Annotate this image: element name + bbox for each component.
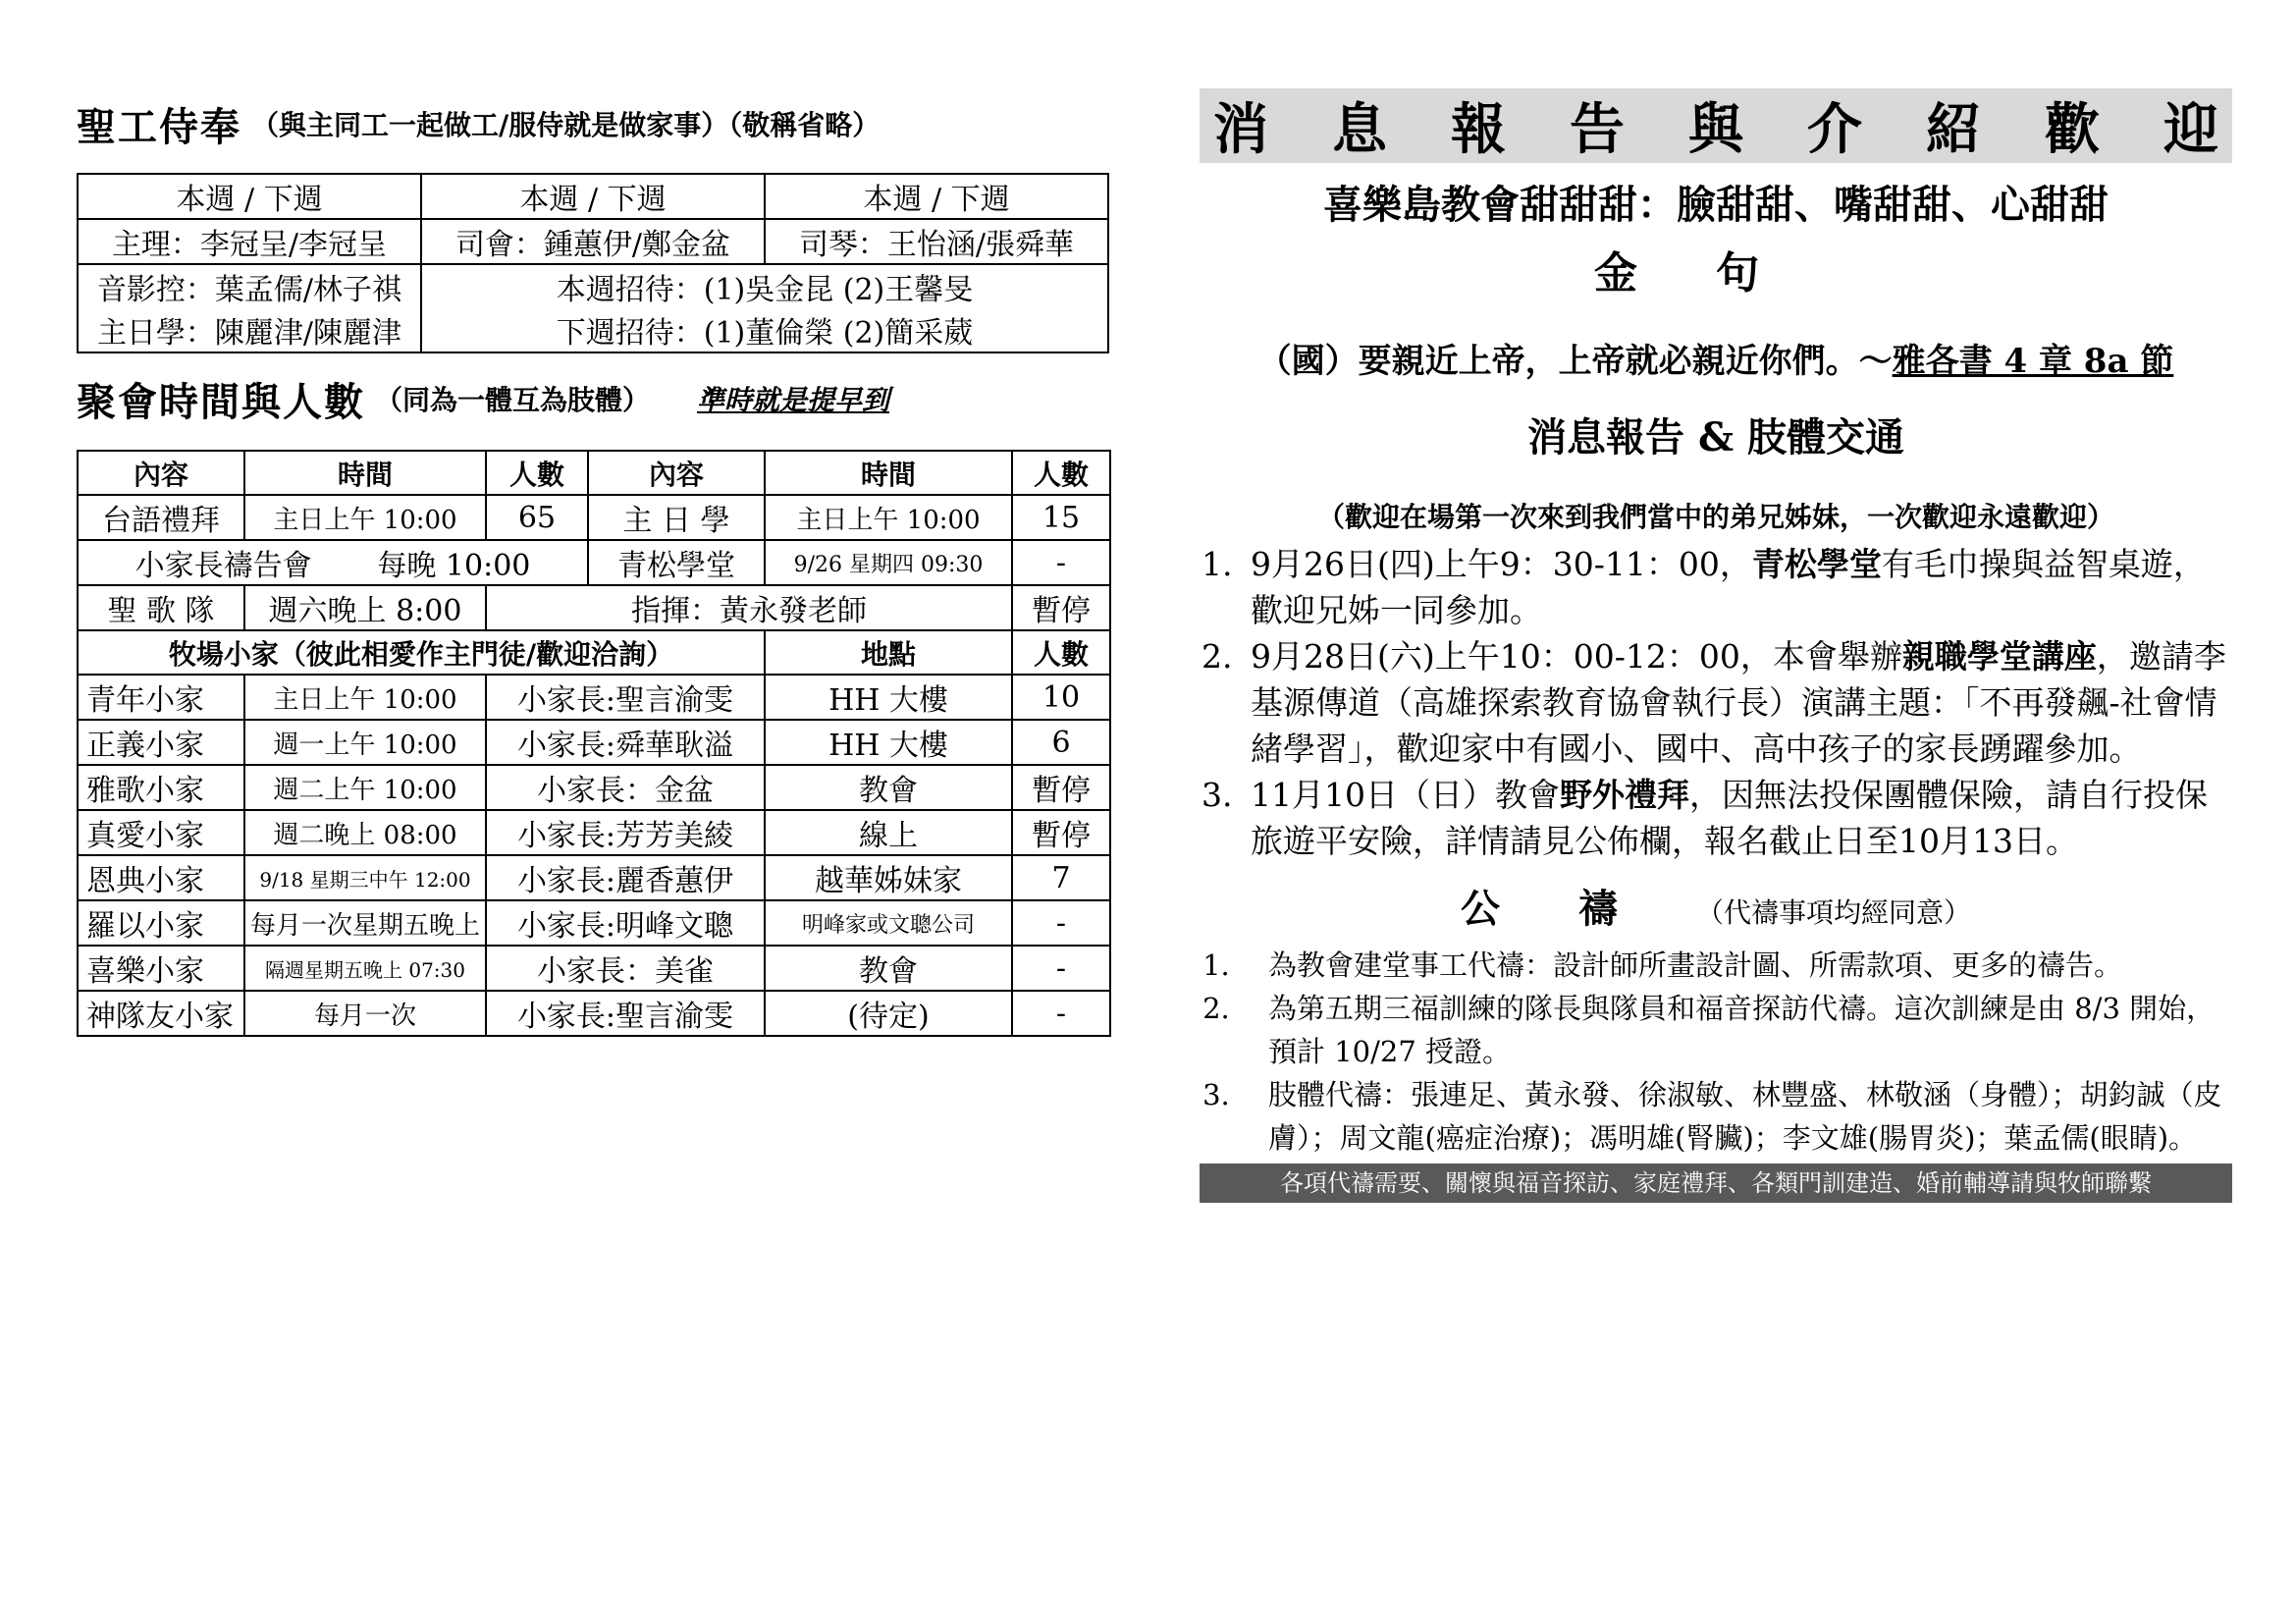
cell: 65	[486, 495, 588, 540]
cell: 每月一次星期五晚上	[244, 900, 486, 946]
list-item: 1. 為教會建堂事工代禱：設計師所畫設計圖、所需款項、更多的禱告。	[1239, 944, 2232, 987]
cell: 教會	[765, 765, 1012, 810]
meetings-slogan: 準時就是提早到	[697, 384, 890, 416]
news-text: 有毛巾操與益智桌遊，歡迎兄姊一同參加。	[1251, 545, 2206, 629]
cell: 恩典小家	[78, 855, 244, 900]
cell: 主日上午 10:00	[765, 495, 1012, 540]
cell: 線上	[765, 810, 1012, 855]
table-row	[78, 946, 1110, 991]
meetings-header: 內容	[78, 451, 244, 495]
news-text: 9月28日(六)上午10：00-12：00，本會舉辦	[1251, 637, 1902, 676]
cell: 小家長：美雀	[486, 946, 765, 991]
news-highlight: 親職學堂講座	[1901, 637, 2097, 676]
table-row	[78, 720, 1110, 765]
cell: 教會	[765, 946, 1012, 991]
cell: 正義小家	[78, 720, 244, 765]
cell: 真愛小家	[78, 810, 244, 855]
prayer-list	[1200, 944, 2232, 1160]
cell: 主日上午 10:00	[244, 675, 486, 720]
meetings-header: 內容	[588, 451, 765, 495]
cell: 聖 歌 隊	[78, 585, 244, 630]
ministry-av: 音影控：葉孟儒/林子祺	[78, 264, 421, 308]
cell: 小家長禱告會 每晚 10:00	[78, 540, 588, 585]
table-row	[78, 675, 1110, 720]
cell: 7	[1012, 855, 1110, 900]
ministry-header-2: 本週 / 下週	[421, 174, 765, 219]
list-item	[1243, 633, 2232, 772]
prayer-title: 公禱	[1460, 886, 1696, 932]
right-column	[1200, 88, 2232, 1203]
cell: 隔週星期五晚上 07:30	[244, 946, 486, 991]
ministry-title: 聖工侍奉	[77, 103, 241, 150]
meetings-heading	[77, 369, 1109, 428]
table-row	[78, 991, 1110, 1036]
cell: 主日上午 10:00	[244, 495, 486, 540]
cell: 小家長:聖言渝雯	[486, 675, 765, 720]
banner-char: 告	[1570, 97, 1625, 162]
cell: -	[1012, 946, 1110, 991]
ministry-heading	[77, 94, 1109, 153]
ministry-host: 司會：鍾蕙伊/鄭金盆	[421, 219, 765, 264]
cell: 9/26 星期四 09:30	[765, 540, 1012, 585]
news-highlight: 野外禮拜	[1559, 776, 1689, 814]
prayer-note: （代禱事項均經同意）	[1695, 896, 1971, 929]
meetings-subtitle: （同為一體互為肢體）	[375, 384, 651, 416]
cell: 9/18 星期三中午 12:00	[244, 855, 486, 900]
ministry-pianist: 司琴：王怡涵/張舜華	[765, 219, 1108, 264]
meetings-header: 人數	[1012, 451, 1110, 495]
ministry-header-3: 本週 / 下週	[765, 174, 1108, 219]
cell: 每月一次	[244, 991, 486, 1036]
cell: 指揮：黃永發老師	[486, 585, 1012, 630]
banner-char: 息	[1332, 97, 1387, 162]
groups-header: 牧場小家（彼此相愛作主門徒/歡迎洽詢）	[78, 630, 765, 675]
welcome-note: （歡迎在場第一次來到我們當中的弟兄姊妹，一次歡迎永遠歡迎）	[1316, 501, 2114, 533]
list-item: 3. 肢體代禱：張連足、黃永發、徐淑敏、林豐盛、林敬涵（身體）；胡鈞誠（皮膚）；周文龍(癌症治療)；馮明雄(腎臟)；李文雄(腸胃炎)；葉孟儒(眼睛)。	[1239, 1073, 2232, 1160]
cell: HH 大樓	[765, 720, 1012, 765]
table-row	[78, 540, 1110, 585]
list-item	[1243, 541, 2232, 633]
news-text: 9月26日(四)上午9：30-11：00，	[1251, 545, 1752, 583]
prayer-heading	[1200, 878, 2232, 934]
banner-char: 報	[1451, 97, 1506, 162]
list-item: 2. 為第五期三福訓練的隊長與隊員和福音探訪代禱。這次訓練是由 8/3 開始，預計 10/27 授證。	[1239, 987, 2232, 1073]
banner-char: 迎	[2163, 97, 2218, 162]
cell: 主 日 學	[588, 495, 765, 540]
cell: 6	[1012, 720, 1110, 765]
cell: -	[1012, 991, 1110, 1036]
verse-text: （國）要親近上帝，上帝就必親近你們。～	[1257, 342, 1893, 381]
cell: 小家長:聖言渝雯	[486, 991, 765, 1036]
cell: (待定)	[765, 991, 1012, 1036]
ministry-header-1: 本週 / 下週	[78, 174, 421, 219]
contact-footer: 各項代禱需要、關懷與福音探訪、家庭禮拜、各類門訓建造、婚前輔導請與牧師聯繫	[1200, 1164, 2232, 1203]
meetings-title: 聚會時間與人數	[77, 378, 365, 425]
banner-char: 歡	[2045, 97, 2100, 162]
meetings-header: 時間	[765, 451, 1012, 495]
table-row	[78, 765, 1110, 810]
cell: 週一上午 10:00	[244, 720, 486, 765]
cell: 小家長:舜華耿溢	[486, 720, 765, 765]
news-list	[1200, 541, 2232, 864]
golden-verse-title-text: 金句	[1594, 248, 1838, 298]
cell: 小家長:芳芳美綾	[486, 810, 765, 855]
cell: HH 大樓	[765, 675, 1012, 720]
ministry-subtitle: （與主同工一起做工/服侍就是做家事）（敬稱省略）	[251, 109, 881, 141]
cell: 暫停	[1012, 810, 1110, 855]
golden-verse-title	[1200, 240, 2232, 308]
cell: -	[1012, 900, 1110, 946]
banner-char: 紹	[1926, 97, 1981, 162]
cell: 越華姊妹家	[765, 855, 1012, 900]
meetings-table	[77, 450, 1111, 1037]
cell: 神隊友小家	[78, 991, 244, 1036]
cell: 週六晚上 8:00	[244, 585, 486, 630]
table-row	[78, 810, 1110, 855]
cell: 小家長:麗香蕙伊	[486, 855, 765, 900]
golden-verse	[1200, 334, 2232, 382]
church-motto: 喜樂島教會甜甜甜：臉甜甜、嘴甜甜、心甜甜	[1323, 182, 2109, 228]
cell: 暫停	[1012, 765, 1110, 810]
table-row	[78, 900, 1110, 946]
ministry-leader: 主理：李冠呈/李冠呈	[78, 219, 421, 264]
news-text: 11月10日（日）教會	[1251, 776, 1560, 814]
cell: 明峰家或文聰公司	[765, 900, 1012, 946]
news-text: ，因無法投保團體保險，請自行投保旅遊平安險，詳情請見公佈欄，報名截止日至10月13日。	[1251, 776, 2208, 860]
groups-header-location: 地點	[765, 630, 1012, 675]
banner-char: 與	[1688, 97, 1743, 162]
banner-char: 消	[1213, 97, 1268, 162]
table-row	[78, 585, 1110, 630]
cell: 雅歌小家	[78, 765, 244, 810]
cell: 喜樂小家	[78, 946, 244, 991]
cell: 週二上午 10:00	[244, 765, 486, 810]
cell: 暫停	[1012, 585, 1110, 630]
table-row	[78, 495, 1110, 540]
cell: 羅以小家	[78, 900, 244, 946]
left-column	[77, 94, 1109, 1037]
cell: 台語禮拜	[78, 495, 244, 540]
verse-reference: 雅各書 4 章 8a 節	[1892, 342, 2174, 381]
cell: -	[1012, 540, 1110, 585]
ministry-host-next-week: 下週招待：(1)董倫榮 (2)簡采葳	[421, 308, 1108, 352]
cell: 15	[1012, 495, 1110, 540]
cell: 青年小家	[78, 675, 244, 720]
news-title: 消息報告 & 肢體交通	[1527, 414, 1904, 460]
cell: 青松學堂	[588, 540, 765, 585]
cell: 10	[1012, 675, 1110, 720]
ministry-host-this-week: 本週招待：(1)吳金昆 (2)王馨旻	[421, 264, 1108, 308]
table-row	[78, 855, 1110, 900]
ministry-sunday-school: 主日學：陳麗津/陳麗津	[78, 308, 421, 352]
meetings-header: 時間	[244, 451, 486, 495]
cell: 小家長：金盆	[486, 765, 765, 810]
cell: 小家長:明峰文聰	[486, 900, 765, 946]
meetings-header: 人數	[486, 451, 588, 495]
cell: 週二晚上 08:00	[244, 810, 486, 855]
news-banner	[1200, 88, 2232, 163]
news-highlight: 青松學堂	[1751, 545, 1882, 583]
list-item	[1243, 772, 2232, 864]
banner-char: 介	[1807, 97, 1862, 162]
groups-header-count: 人數	[1012, 630, 1110, 675]
ministry-table	[77, 173, 1109, 353]
news-text: ，邀請李基源傳道（高雄探索教育協會執行長）演講主題：「不再發飆-社會情緒學習」，歡迎家中有國小、國中、高中孩子的家長踴躍參加。	[1251, 637, 2226, 768]
